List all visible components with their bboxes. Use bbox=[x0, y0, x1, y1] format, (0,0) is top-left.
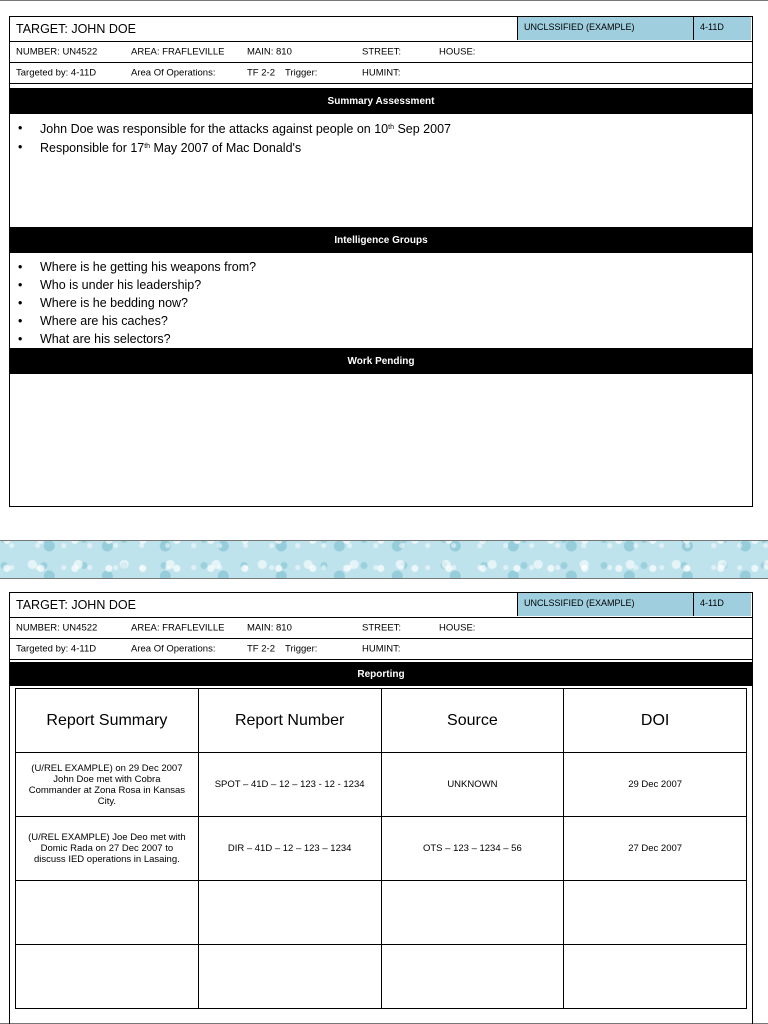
cell-doi: 29 Dec 2007 bbox=[564, 753, 747, 817]
cell-doi: 27 Dec 2007 bbox=[564, 817, 747, 881]
cell-report-summary bbox=[16, 881, 199, 945]
report-table bbox=[15, 688, 747, 1009]
target-area: AREA: FRAFLEVILLE bbox=[131, 46, 225, 58]
column-header-report-number: Report Number bbox=[198, 689, 381, 753]
target-card bbox=[9, 16, 753, 507]
intel-item: • Where is he getting his weapons from? bbox=[16, 258, 746, 276]
targeted-by: Targeted by: 4-11D bbox=[16, 643, 97, 655]
target-main: MAIN: 810 bbox=[247, 46, 292, 58]
table-row bbox=[16, 753, 747, 817]
target-house: HOUSE: bbox=[439, 46, 476, 58]
table-row bbox=[16, 945, 747, 1009]
intel-list bbox=[10, 253, 752, 348]
target-number: NUMBER: UN4522 bbox=[16, 622, 98, 634]
target-area: AREA: FRAFLEVILLE bbox=[131, 622, 225, 634]
report-table-header-row bbox=[16, 689, 747, 753]
unit-badge: 4-11D bbox=[693, 17, 751, 40]
reporting-header: Reporting bbox=[10, 662, 752, 686]
header-title-row bbox=[10, 593, 752, 618]
intel-item: • Who is under his leadership? bbox=[16, 276, 746, 294]
header-info-row bbox=[10, 618, 752, 639]
target-house: HOUSE: bbox=[439, 622, 476, 634]
summary-item: • Responsible for 17th May 2007 of Mac Donald's bbox=[16, 138, 746, 157]
unit-badge: 4-11D bbox=[693, 593, 751, 616]
humint: HUMINT: bbox=[362, 643, 401, 655]
target-name: TARGET: JOHN DOE bbox=[16, 22, 136, 36]
work-pending-header: Work Pending bbox=[10, 348, 752, 374]
summary-list bbox=[10, 114, 752, 157]
target-number: NUMBER: UN4522 bbox=[16, 46, 98, 58]
area-of-operations: Area Of Operations: bbox=[131, 643, 216, 655]
target-main: MAIN: 810 bbox=[247, 622, 292, 634]
target-street: STREET: bbox=[362, 46, 402, 58]
intelligence-groups-body bbox=[10, 253, 752, 348]
cell-source bbox=[381, 881, 564, 945]
slide-reporting bbox=[0, 578, 768, 1024]
header-ops-row bbox=[10, 63, 752, 84]
header-ops-row bbox=[10, 639, 752, 660]
summary-item: • John Doe was responsible for the attacks against people on 10th Sep 2007 bbox=[16, 119, 746, 138]
table-row bbox=[16, 881, 747, 945]
target-name: TARGET: JOHN DOE bbox=[16, 598, 136, 612]
cell-report-summary: (U/REL EXAMPLE) on 29 Dec 2007 John Doe met with Cobra Commander at Zona Rosa in Kansas City. bbox=[16, 753, 199, 817]
target-card-reporting bbox=[9, 592, 753, 1024]
humint: HUMINT: bbox=[362, 67, 401, 79]
task-force: TF 2-2 bbox=[247, 67, 275, 79]
classification-badge: UNCLSSIFIED (EXAMPLE) bbox=[517, 593, 693, 616]
targeted-by: Targeted by: 4-11D bbox=[16, 67, 97, 79]
cell-source bbox=[381, 945, 564, 1009]
cell-source: UNKNOWN bbox=[381, 753, 564, 817]
cell-report-number bbox=[198, 881, 381, 945]
summary-assessment-header: Summary Assessment bbox=[10, 88, 752, 114]
column-header-source: Source bbox=[381, 689, 564, 753]
task-force: TF 2-2 bbox=[247, 643, 275, 655]
cell-report-summary: (U/REL EXAMPLE) Joe Deo met with Domic Rada on 27 Dec 2007 to discuss IED operations in Lasaing. bbox=[16, 817, 199, 881]
trigger: Trigger: bbox=[285, 643, 318, 655]
intel-item: • Where are his caches? bbox=[16, 312, 746, 330]
column-header-report-summary: Report Summary bbox=[16, 689, 199, 753]
trigger: Trigger: bbox=[285, 67, 318, 79]
table-row bbox=[16, 817, 747, 881]
cell-report-number: DIR – 41D – 12 – 123 – 1234 bbox=[198, 817, 381, 881]
cell-source: OTS – 123 – 1234 – 56 bbox=[381, 817, 564, 881]
cell-report-summary bbox=[16, 945, 199, 1009]
header-title-row bbox=[10, 17, 752, 42]
intel-item: • Where is he bedding now? bbox=[16, 294, 746, 312]
cell-doi bbox=[564, 945, 747, 1009]
header-info-row bbox=[10, 42, 752, 63]
column-header-doi: DOI bbox=[564, 689, 747, 753]
cell-doi bbox=[564, 881, 747, 945]
classification-badge: UNCLSSIFIED (EXAMPLE) bbox=[517, 17, 693, 40]
target-street: STREET: bbox=[362, 622, 402, 634]
summary-assessment-body bbox=[10, 114, 752, 227]
intel-item: • What are his selectors? bbox=[16, 330, 746, 348]
cell-report-number: SPOT – 41D – 12 – 123 - 12 - 1234 bbox=[198, 753, 381, 817]
cell-report-number bbox=[198, 945, 381, 1009]
intelligence-groups-header: Intelligence Groups bbox=[10, 227, 752, 253]
area-of-operations: Area Of Operations: bbox=[131, 67, 216, 79]
